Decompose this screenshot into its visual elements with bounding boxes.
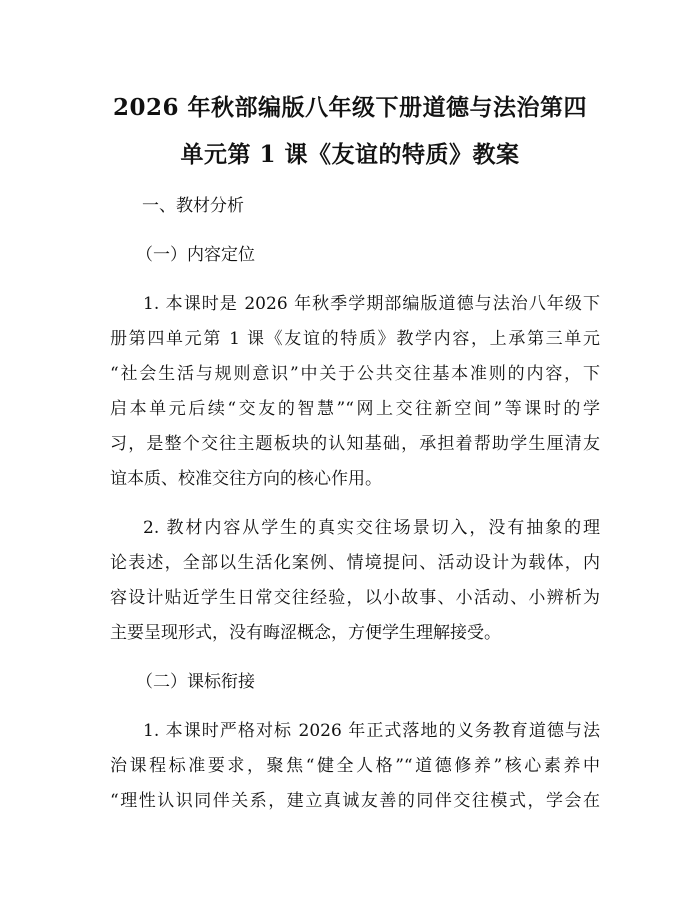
paragraph-2-line: 2. 教材内容从学生的真实交往场景切入，没有抽象的理 [143,518,600,538]
paragraph-2-line: 论表述，全部以生活化案例、情境提问、活动设计为载体，内 [110,553,600,573]
paragraph-2-line: 主要呈现形式，没有晦涩概念，方便学生理解接受。 [110,623,501,643]
paragraph-1-line: 谊本质、校准交往方向的核心作用。 [110,469,382,489]
paragraph-1-line: 习，是整个交往主题板块的认知基础，承担着帮助学生厘清友 [110,434,600,454]
subsection-heading-curriculum-alignment: （二）课标衔接 [136,672,255,692]
paragraph-3-line: 1. 本课时严格对标 2026 年正式落地的义务教育道德与法 [143,721,600,741]
paragraph-1-line: “社会生活与规则意识”中关于公共交往基本准则的内容，下 [110,364,600,384]
paragraph-1-line: 册第四单元第 1 课《友谊的特质》教学内容，上承第三单元 [110,329,600,349]
paragraph-1-line: 1. 本课时是 2026 年秋季学期部编版道德与法治八年级下 [143,294,600,314]
document-title-line-2: 单元第 1 课《友谊的特质》教案 [180,141,520,168]
paragraph-3-line: 治课程标准要求，聚焦“健全人格”“道德修养”核心素养中 [110,756,600,776]
paragraph-1-line: 启本单元后续“交友的智慧”“网上交往新空间”等课时的学 [110,399,600,419]
subsection-heading-content-positioning: （一）内容定位 [136,245,255,265]
paragraph-2-line: 容设计贴近学生日常交往经验，以小故事、小活动、小辨析为 [110,588,600,608]
document-title-line-1: 2026 年秋部编版八年级下册道德与法治第四 [112,94,588,121]
paragraph-3-line: “理性认识同伴关系，建立真诚友善的同伴交往模式，学会在 [110,791,600,811]
section-heading-textbook-analysis: 一、教材分析 [142,196,244,216]
